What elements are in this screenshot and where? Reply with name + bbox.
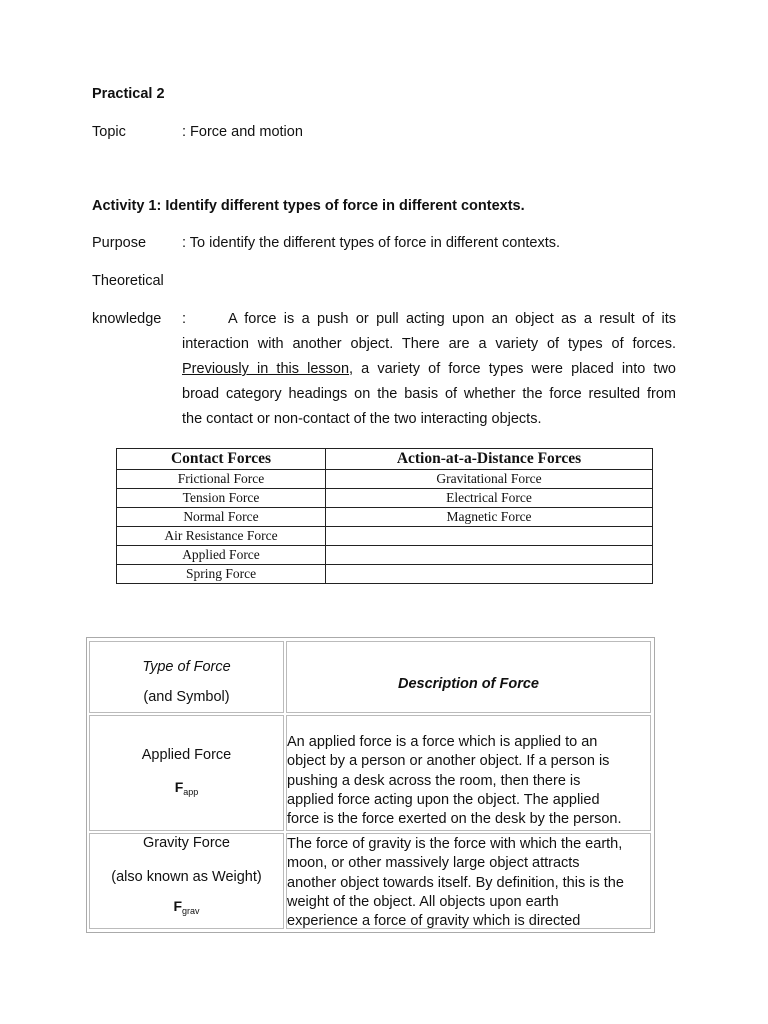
theoretical-label: Theoretical <box>92 273 164 289</box>
table-cell <box>326 546 653 565</box>
knowledge-colon: : <box>182 311 187 327</box>
force-description-table <box>86 637 655 933</box>
activity-heading: Activity 1: Identify different types of force in different contexts. <box>92 198 525 214</box>
desc-line: pushing a desk across the room, then there is <box>287 772 581 789</box>
purpose-value: : To identify the different types of force in different contexts. <box>182 235 561 251</box>
desc-line: force is the force exerted on the desk by the person. <box>287 811 622 828</box>
desc-line: moon, or other massively large object attracts <box>287 855 580 872</box>
table-row <box>117 508 653 527</box>
desc-line: An applied force is a force which is applied to an <box>287 734 598 750</box>
table-cell: Air Resistance Force <box>117 527 326 546</box>
description-header: Description of Force <box>398 676 539 692</box>
knowledge-label: knowledge <box>92 311 162 327</box>
desc-line: experience a force of gravity which is directed <box>287 913 581 929</box>
table-cell: Frictional Force <box>117 470 326 489</box>
table-cell: Gravitational Force <box>326 470 653 489</box>
applied-desc-cell <box>286 715 651 831</box>
symbol-letter: F <box>173 898 183 914</box>
desc-line: another object towards itself. By definition, this is the <box>287 874 624 891</box>
desc-line: weight of the object. All objects upon earth <box>287 893 559 910</box>
table-row <box>117 470 653 489</box>
table-cell: Electrical Force <box>326 489 653 508</box>
table-cell: Magnetic Force <box>326 508 653 527</box>
symbol-header: (and Symbol) <box>143 689 230 705</box>
gravity-alt-name: (also known as Weight) <box>111 869 262 885</box>
applied-force-symbol <box>90 779 283 797</box>
topic-value: : Force and motion <box>182 124 303 140</box>
gravity-desc-cell <box>286 833 651 929</box>
theory-line-3-rest: , a variety of force types were placed into two <box>349 361 676 377</box>
purpose-label: Purpose <box>92 235 147 251</box>
applied-force-name: Applied Force <box>141 747 232 763</box>
theory-line-5: the contact or non-contact of the two interacting objects. <box>182 411 542 427</box>
table-cell: Applied Force <box>117 546 326 565</box>
applied-type-cell <box>89 715 284 831</box>
table-cell: Tension Force <box>117 489 326 508</box>
theory-line-1: A force is a push or pull acting upon an object as a result of its <box>228 311 676 327</box>
table-row <box>117 527 653 546</box>
table-row <box>117 546 653 565</box>
theory-line-4: broad category headings on the basis of whether the force resulted from <box>182 386 676 402</box>
gravity-type-cell <box>89 833 284 929</box>
table-row <box>117 489 653 508</box>
gravity-force-name: Gravity Force <box>142 835 230 851</box>
type-of-force-header: Type of Force <box>142 659 231 675</box>
theory-line-2: interaction with another object. There are a variety of types of forces. <box>182 336 676 352</box>
contact-forces-header: Contact Forces <box>117 449 326 470</box>
table-row <box>117 565 653 584</box>
desc-line: applied force acting upon the object. The applied <box>287 791 600 808</box>
distance-forces-header: Action-at-a-Distance Forces <box>326 449 653 470</box>
table-cell: Normal Force <box>117 508 326 527</box>
table-header-row <box>117 449 653 470</box>
table-cell <box>326 527 653 546</box>
symbol-subscript: grav <box>182 906 200 916</box>
symbol-subscript: app <box>183 787 199 797</box>
previously-link[interactable]: Previously in this lesson <box>182 361 350 377</box>
theory-line-3 <box>182 361 676 377</box>
desc-header-cell <box>286 641 651 713</box>
gravity-force-symbol <box>90 898 283 916</box>
symbol-letter: F <box>174 779 184 795</box>
topic-label: Topic <box>92 124 126 140</box>
type-header-cell <box>89 641 284 713</box>
table-cell <box>326 565 653 584</box>
table-cell: Spring Force <box>117 565 326 584</box>
practical-title: Practical 2 <box>92 86 165 102</box>
desc-line: object by a person or another object. If a person is <box>287 753 610 770</box>
desc-line: The force of gravity is the force with which the earth, <box>287 836 623 852</box>
force-category-table <box>116 448 653 584</box>
